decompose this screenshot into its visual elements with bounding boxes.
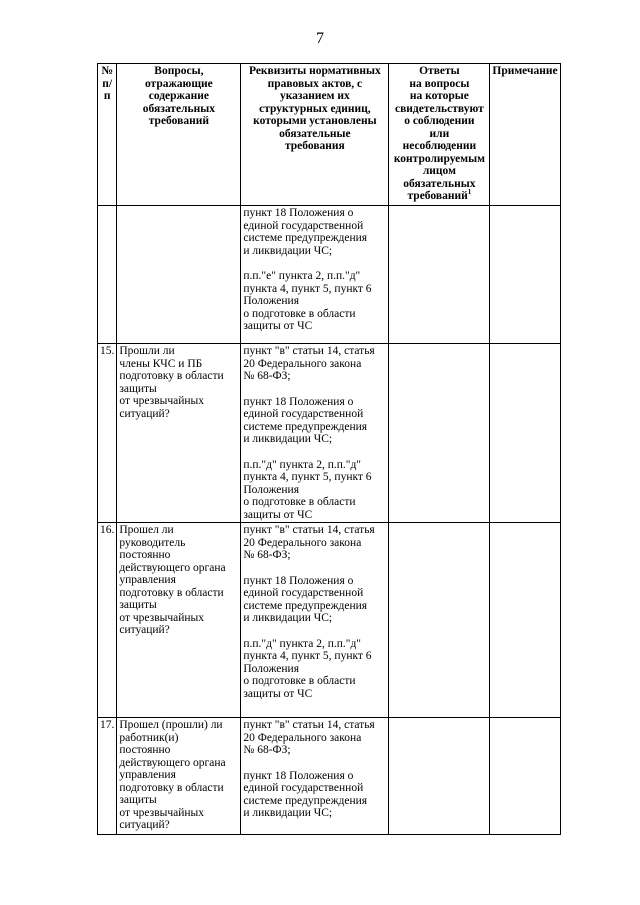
reference-paragraph: пункт "в" статьи 14, статья 20 Федерального закона № 68-ФЗ; [243,345,375,382]
reference-paragraph: пункт 18 Положения о единой государственной системе предупреждения и ликвидации ЧС; [243,574,368,624]
reference-paragraph: п.п."д" пункта 2, п.п."д" пункта 4, пункт 5, пункт 6 Положения о подготовке в области защиты от ЧС [243,637,372,700]
table-header-row [98,64,561,206]
reference-paragraph: пункт 18 Положения о единой государственной системе предупреждения и ликвидации ЧС; [243,395,368,445]
row-answer [389,206,490,344]
row-references [241,344,389,523]
row-note [490,718,560,835]
header-questions: Вопросы, отражающие содержание обязательных требований [117,64,241,206]
row-references [241,718,389,835]
header-num: № п/п [98,64,117,206]
reference-paragraph: пункт "в" статьи 14, статья 20 Федерального закона № 68-ФЗ; [243,719,375,756]
page-number: 7 [316,30,324,47]
row-answer [389,718,490,835]
table-row [98,718,561,835]
header-answers: Ответы на вопросы на которые свидетельствуют о соблюдении или несоблюдении контролируемым лицом обязательных требований$^1$ [389,64,490,206]
row-question [117,206,241,344]
row-note [490,523,560,718]
row-question: Прошел (прошли) ли работник(и) постоянно действующего органа управления подготовку в области защиты от чрезвычайных ситуаций? [117,718,241,835]
table-row [98,206,561,344]
reference-paragraph: п.п."е" пункта 2, п.п."д" пункта 4, пункт 5, пункт 6 Положения о подготовке в области защиты от ЧС [243,270,372,332]
footnote-marker: 1 [467,188,472,197]
row-references [241,206,389,344]
row-answer [389,523,490,718]
row-question: Прошел ли руководитель постоянно действующего органа управления подготовку в области защиты от чрезвычайных ситуаций? [117,523,241,718]
table-row [98,523,561,718]
table-body [98,206,561,835]
row-note [490,344,560,523]
row-answer [389,344,490,523]
requirements-table [97,63,561,835]
row-number: 15. [98,344,117,523]
header-notes: Примечание [490,64,560,206]
row-references [241,523,389,718]
reference-paragraph: пункт 18 Положения о единой государственной системе предупреждения и ликвидации ЧС; [243,769,368,819]
reference-paragraph: пункт "в" статьи 14, статья 20 Федерального закона № 68-ФЗ; [243,524,375,561]
row-number: 17. [98,718,117,835]
reference-paragraph: пункт 18 Положения о единой государственной системе предупреждения и ликвидации ЧС; [243,207,368,257]
row-number: 16. [98,523,117,718]
reference-paragraph: п.п."д" пункта 2, п.п."д" пункта 4, пункт 5, пункт 6 Положения о подготовке в области защиты от ЧС [243,458,372,521]
row-number [98,206,117,344]
row-note [490,206,560,344]
table-row [98,344,561,523]
header-references: Реквизиты нормативных правовых актов, с указанием их структурных единиц, которыми установлены обязательные требования [241,64,389,206]
row-question: Прошли ли члены КЧС и ПБ подготовку в области защиты от чрезвычайных ситуаций? [117,344,241,523]
